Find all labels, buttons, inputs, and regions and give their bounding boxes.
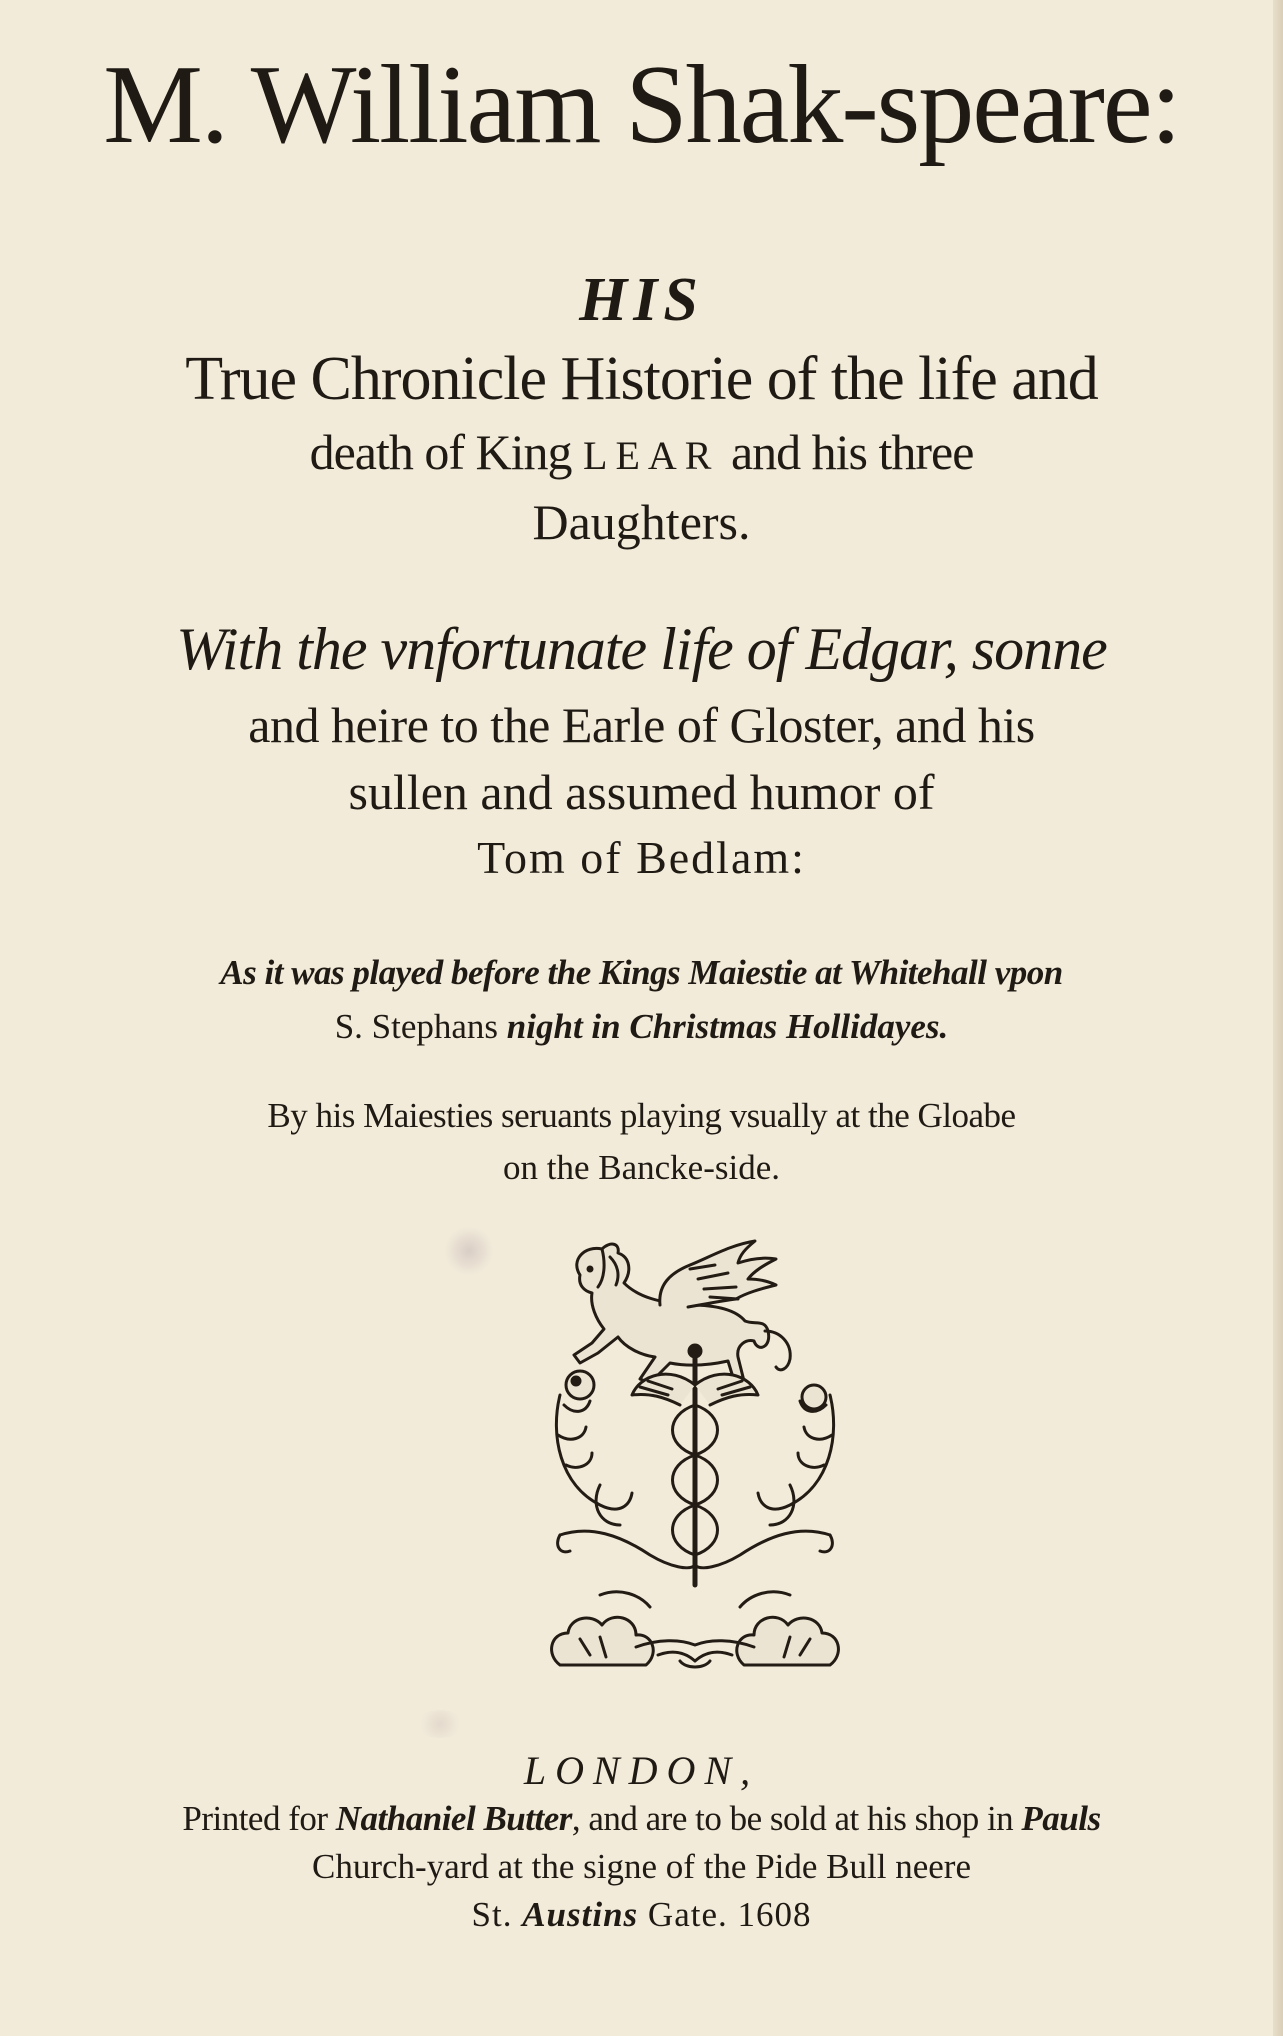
performance-line-2-pre: S. Stephans <box>334 1007 507 1046</box>
imprint-line-3-post: Gate. 1608 <box>638 1895 812 1934</box>
imprint-place: Pauls <box>1021 1799 1101 1838</box>
paper-stain-lower <box>415 1710 465 1738</box>
printers-device-pegasus-woodcut-icon <box>540 1235 850 1715</box>
imprint-gate-name: Austins <box>522 1895 639 1934</box>
imprint-line-2: Church-yard at the signe of the Pide Bull neere <box>312 1847 971 1886</box>
subtitle-line-2-pre: death of King <box>309 424 584 480</box>
performance-line-1: As it was played before the Kings Maiestie at Whitehall vpon <box>220 953 1063 992</box>
imprint-line-3 <box>0 1892 1283 1938</box>
imprint-city: LONDON, <box>523 1748 760 1793</box>
his-heading: HIS <box>579 266 704 334</box>
performance-line-2 <box>0 1004 1283 1050</box>
imprint-line-1-mid: , and are to be sold at his shop in <box>571 1799 1022 1838</box>
king-name: LEAR <box>583 433 720 478</box>
edgar-line-1: With the vnfortunate life of Edgar, sonne <box>176 616 1107 682</box>
edgar-line-2: and heire to the Earle of Gloster, and his <box>248 697 1035 753</box>
paper-stain <box>445 1225 493 1277</box>
imprint-line-3-pre: St. <box>471 1895 523 1934</box>
subtitle-line-2-post: and his three <box>719 424 974 480</box>
company-line-1: By his Maiesties seruants playing vsually at the Gloabe <box>267 1096 1016 1135</box>
author-title: M. William Shak-speare: <box>103 43 1180 167</box>
edgar-line-3: sullen and assumed humor of <box>348 764 935 820</box>
publisher-name: Nathaniel Butter <box>335 1799 572 1838</box>
performance-line-2-italic: night in Christmas Hollidayes. <box>506 1007 949 1046</box>
subtitle-line-2 <box>0 420 1283 488</box>
imprint-line-1-pre: Printed for <box>182 1799 336 1838</box>
company-line-2: on the Bancke-side. <box>503 1148 780 1187</box>
subtitle-line-3: Daughters. <box>532 494 751 550</box>
imprint-line-1 <box>0 1796 1283 1842</box>
subtitle-line-1: True Chronicle Historie of the life and <box>185 345 1098 413</box>
edgar-line-4: Tom of Bedlam: <box>477 832 806 883</box>
